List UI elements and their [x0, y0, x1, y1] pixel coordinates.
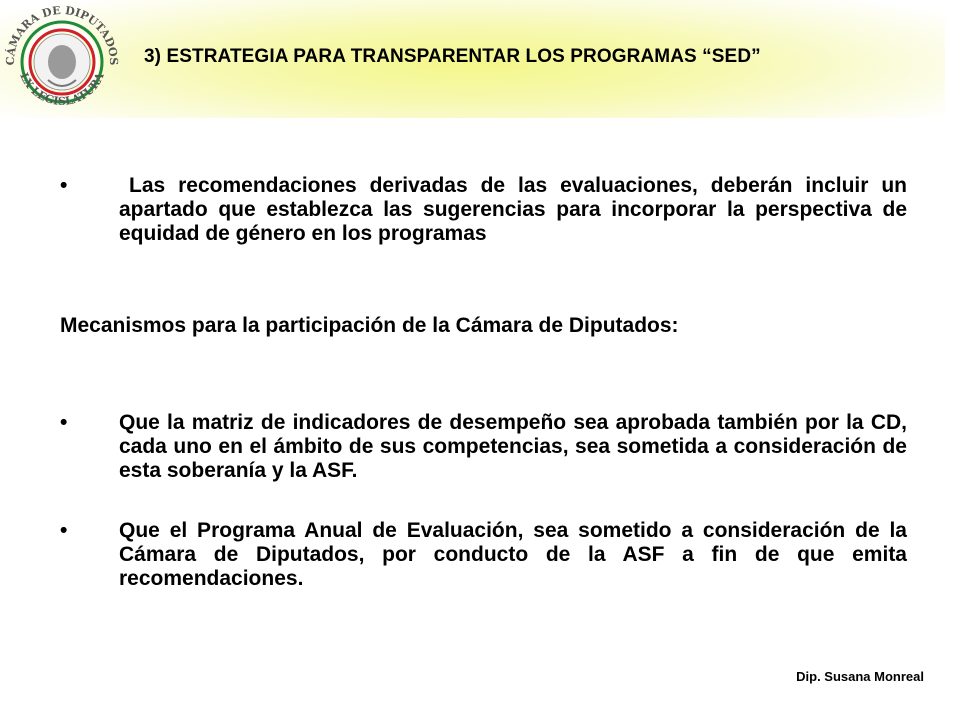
camara-de-diputados-logo: [0, 0, 125, 125]
bullet-icon: •: [60, 411, 68, 434]
bullet-icon: •: [60, 174, 68, 197]
bullet-text: Que la matriz de indicadores de desempeño sea aprobada también por la CD, cada uno en el ámbito de sus competencias, sea sometida a consideración de esta soberanía y la ASF.: [119, 411, 907, 482]
bullet-icon: •: [60, 519, 68, 542]
logo-bottom-text: LX LEGISLATURA: [17, 70, 107, 108]
page-title: 3) ESTRATEGIA PARA TRANSPARENTAR LOS PROGRAMAS “SED”: [144, 46, 761, 67]
section-heading: Mecanismos para la participación de la Cámara de Diputados:: [60, 314, 679, 337]
logo-top-text: CÁMARA DE DIPUTADOS: [3, 3, 121, 66]
bullet-text: Que el Programa Anual de Evaluación, sea sometido a consideración de la Cámara de Diputados, por conducto de la ASF a fin de que emita recomendaciones.: [119, 519, 907, 590]
bullet-text: Las recomendaciones derivadas de las evaluaciones, deberán incluir un apartado que establezca las sugerencias para incorporar la perspectiva de equidad de género en los programas: [119, 174, 907, 245]
footer-author: Dip. Susana Monreal: [796, 669, 924, 684]
